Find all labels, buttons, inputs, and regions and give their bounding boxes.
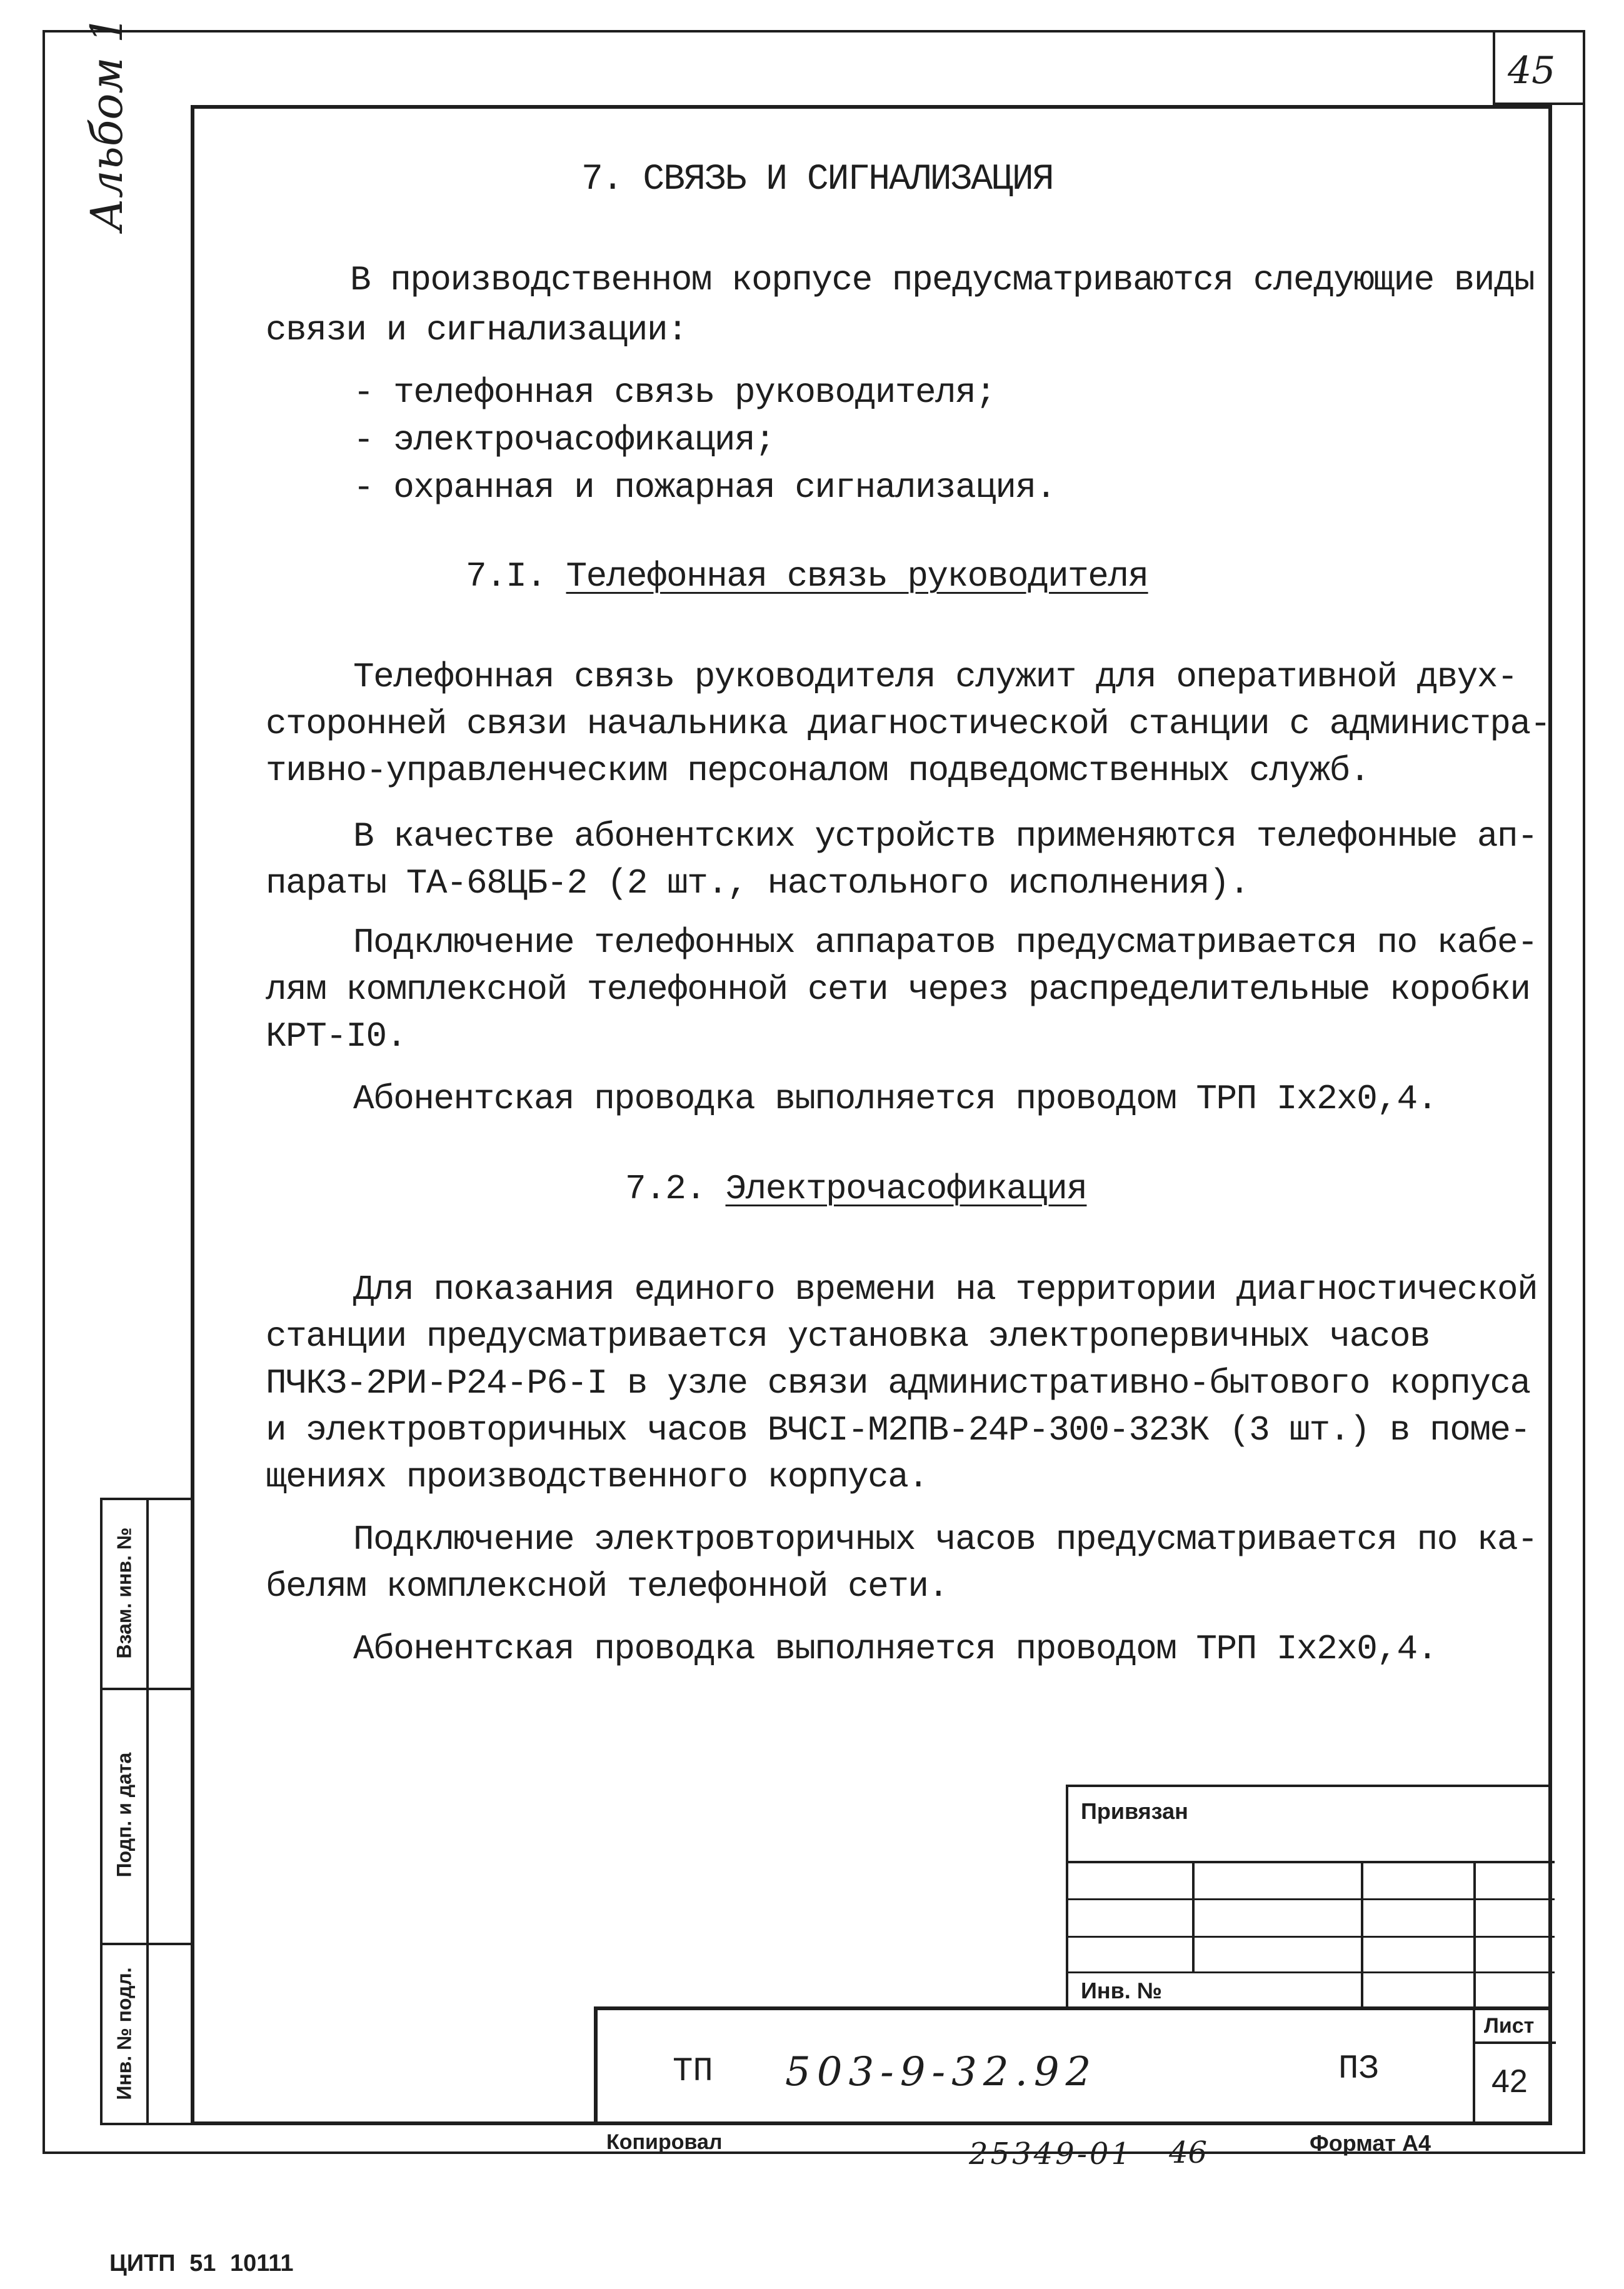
sub1-number: 7.I. xyxy=(466,556,546,596)
page-number-box xyxy=(1493,30,1585,105)
sub2-p1-line5: щениях производственного корпуса. xyxy=(266,1457,928,1497)
pz-label: ПЗ xyxy=(1338,2050,1379,2088)
sub1-p3-line1: Подключение телефонных аппаратов предусматривается по кабе- xyxy=(353,923,1538,963)
sub2-number: 7.2. xyxy=(625,1169,706,1209)
list-item: - телефонная связь руководителя; xyxy=(353,373,996,413)
section-title: 7. СВЯЗЬ И СИГНАЛИЗАЦИЯ xyxy=(581,159,1053,200)
intro-line-2: связи и сигнализации: xyxy=(266,310,688,350)
sub1-title: Телефонная связь руководителя xyxy=(566,556,1148,596)
sub1-p1-line2: сторонней связи начальника диагностической станции с администра- xyxy=(266,704,1550,744)
privyazan-label: Привязан xyxy=(1081,1798,1188,1824)
format-label: Формат А4 xyxy=(1310,2130,1431,2156)
side-label-vzam: Взам. инв. № xyxy=(113,1527,136,1659)
sub2-title: Электрочасофикация xyxy=(725,1169,1087,1209)
binding-stamp xyxy=(1066,1785,1552,2006)
title-block xyxy=(594,2006,1552,2125)
sub1-p4: Абонентская проводка выполняется проводом ТРП Iх2х0,4. xyxy=(353,1079,1437,1119)
sub1-p3-line2: лям комплексной телефонной сети через распределительные коробки xyxy=(266,969,1530,1009)
sub2-p1-line1: Для показания единого времени на территории диагностической xyxy=(353,1270,1538,1310)
sub2-p3: Абонентская проводка выполняется проводом ТРП Iх2х0,4. xyxy=(353,1629,1437,1669)
sub2-p1-line3: ПЧКЗ-2РИ-Р24-Р6-I в узле связи административно-бытового корпуса xyxy=(266,1363,1530,1403)
sub2-p1-line4: и электровторичных часов ВЧСI-М2ПВ-24Р-300-323К (3 шт.) в поме- xyxy=(266,1410,1530,1450)
sub1-heading xyxy=(466,556,1148,596)
page-number: 45 xyxy=(1508,49,1556,93)
tp-label: ТП xyxy=(673,2053,713,2091)
order-suffix: 46 xyxy=(1169,2135,1208,2170)
sub2-p2-line2: белям комплексной телефонной сети. xyxy=(266,1566,948,1606)
order-number: 25349-01 xyxy=(969,2136,1133,2171)
side-stamp xyxy=(100,1498,191,2125)
list-item: - охранная и пожарная сигнализация. xyxy=(353,468,1056,508)
album-note: Альбом 1 xyxy=(81,15,133,231)
kopiroval-label: Копировал xyxy=(606,2130,723,2154)
sub2-p1-line2: станции предусматривается установка электропервичных часов xyxy=(266,1316,1430,1356)
side-label-inv: Инв. № подл. xyxy=(113,1967,136,2100)
list-label: Лист xyxy=(1484,2014,1535,2038)
side-label-podp: Подп. и дата xyxy=(113,1752,136,1878)
sub1-p2-line2: параты ТА-68ЦБ-2 (2 шт., настольного исполнения). xyxy=(266,863,1250,903)
sub1-p1-line1: Телефонная связь руководителя служит для оперативной двух- xyxy=(353,657,1518,697)
intro-line-1: В производственном корпусе предусматриваются следующие виды xyxy=(350,260,1535,300)
sub2-heading xyxy=(625,1169,1086,1209)
sub2-p2-line1: Подключение электровторичных часов предусматривается по ка- xyxy=(353,1520,1538,1560)
list-value: 42 xyxy=(1491,2063,1528,2100)
sub1-p2-line1: В качестве абонентских устройств применяются телефонные ап- xyxy=(353,816,1538,856)
inv-no-label: Инв. № xyxy=(1081,1978,1162,2003)
doc-code: 503-9-32.92 xyxy=(785,2049,1098,2095)
bottom-code: ЦИТП 51 10111 xyxy=(109,2250,294,2276)
list-item: - электрочасофикация; xyxy=(353,420,775,460)
sub1-p1-line3: тивно-управленческим персоналом подведомственных служб. xyxy=(266,751,1370,791)
sub1-p3-line3: КРТ-I0. xyxy=(266,1016,406,1056)
